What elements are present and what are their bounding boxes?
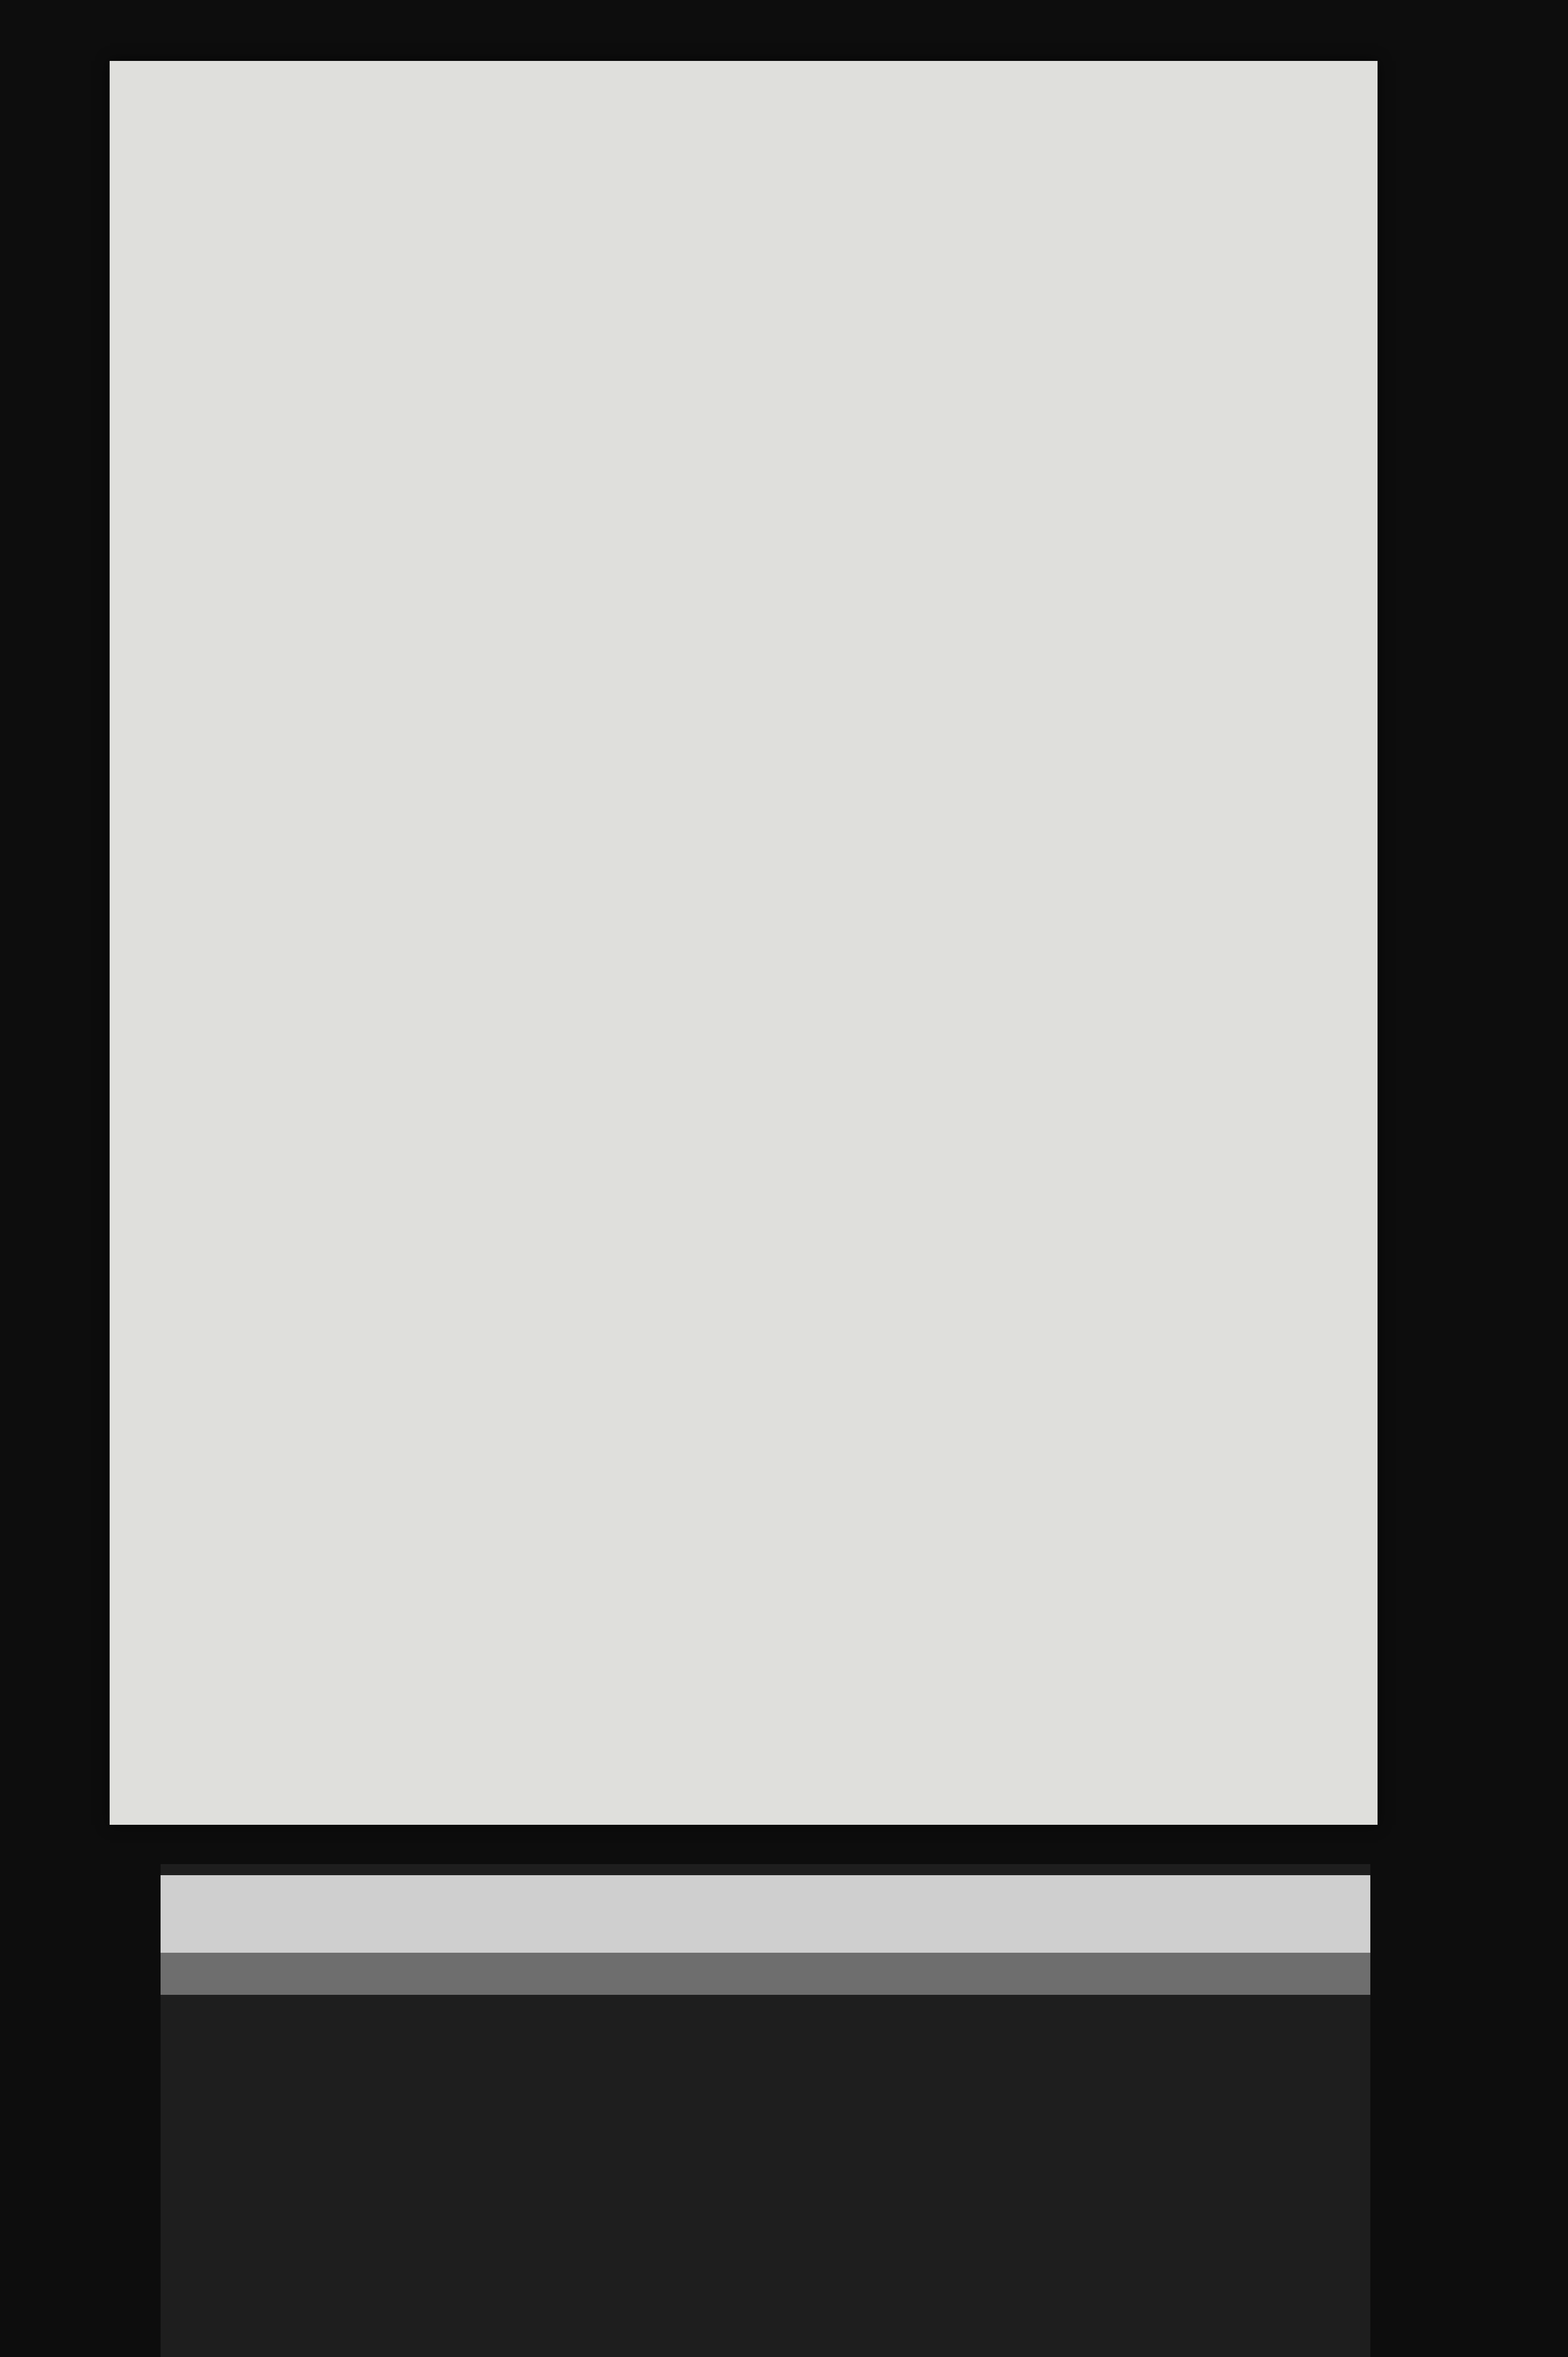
ruler bbox=[161, 1875, 1370, 1953]
light-patch-row bbox=[161, 1995, 1370, 2089]
document-page bbox=[110, 61, 1378, 1825]
grayscale-strip bbox=[161, 2192, 1370, 2319]
saturated-patch-row bbox=[161, 2089, 1370, 2189]
color-labels-row bbox=[161, 1953, 1370, 1995]
color-target-card bbox=[161, 1864, 1370, 2357]
